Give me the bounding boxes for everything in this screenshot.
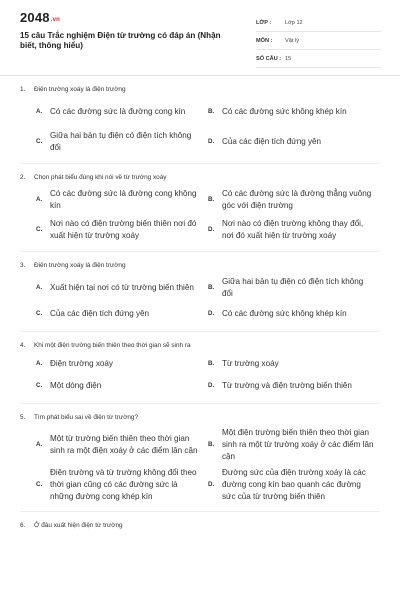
logo-number: 2048 <box>20 10 50 25</box>
meta-row-subject <box>256 32 381 50</box>
option-b[interactable] <box>208 355 380 373</box>
option-d[interactable] <box>208 305 380 323</box>
option-letter: C. <box>36 481 43 488</box>
option-text: Điện trường xoáy <box>50 359 113 368</box>
option-letter: C. <box>36 138 43 145</box>
question-title <box>20 81 380 99</box>
document-header <box>0 0 400 76</box>
option-b[interactable] <box>208 187 380 213</box>
option-letter: A. <box>36 108 43 115</box>
option-c[interactable] <box>36 129 208 155</box>
option-letter: B. <box>208 108 215 115</box>
option-text: Giữa hai bản tụ điện có điện tích không đổi <box>222 277 364 298</box>
question-text: Ở đâu xuất hiện điện từ trường <box>34 522 123 529</box>
options-grid <box>36 187 380 247</box>
meta-value: 15 <box>285 55 292 62</box>
option-d[interactable] <box>208 467 380 503</box>
option-b[interactable] <box>208 275 380 301</box>
option-a[interactable] <box>36 99 208 125</box>
option-letter: D. <box>208 138 215 145</box>
question-text: Điện trường xoáy là điện trường <box>34 262 126 269</box>
option-letter: B. <box>208 360 215 367</box>
question-number: 4. <box>20 342 26 349</box>
option-b[interactable] <box>208 99 380 125</box>
question-title <box>20 169 380 187</box>
option-text: Của các điện tích đứng yên <box>222 137 322 146</box>
option-c[interactable] <box>36 377 208 395</box>
question-text: Khi một điện trường biến thiên theo thời gian sẽ sinh ra <box>34 342 191 349</box>
question-text: Điện trường xoáy là điện trường <box>34 86 126 93</box>
option-text: Một từ trường biến thiên theo thời gian sinh ra một điện xoáy ở các điểm lân cận <box>50 434 198 455</box>
option-d[interactable] <box>208 217 380 243</box>
meta-value: Vật lý <box>285 37 299 44</box>
option-text: Nơi nào có điện trường không thay đổi, nơi đó xuất hiện từ trường xoáy <box>222 219 364 240</box>
option-letter: C. <box>36 310 43 317</box>
question-title <box>20 409 380 427</box>
option-a[interactable] <box>36 187 208 213</box>
option-letter: C. <box>36 226 43 233</box>
option-c[interactable] <box>36 217 208 243</box>
question-number: 6. <box>20 522 26 529</box>
option-d[interactable] <box>208 129 380 155</box>
options-grid <box>36 355 380 399</box>
option-c[interactable] <box>36 305 208 323</box>
question-title <box>20 257 380 275</box>
question-number: 1. <box>20 86 26 93</box>
option-text: Nơi nào có điện trường biến thiên nơi đó xuất hiện từ trường xoáy <box>50 219 197 240</box>
option-text: Có các đường sức là đường cong không kín <box>50 189 197 210</box>
option-b[interactable] <box>208 427 380 463</box>
question-item <box>20 512 380 535</box>
option-a[interactable] <box>36 355 208 373</box>
question-item <box>20 404 380 512</box>
options-grid <box>36 99 380 159</box>
option-letter: B. <box>208 196 215 203</box>
meta-label: SỐ CÂU : <box>256 55 282 62</box>
question-title <box>20 517 380 535</box>
question-item <box>20 76 380 164</box>
option-letter: C. <box>36 382 43 389</box>
document-meta <box>256 14 381 68</box>
meta-row-count <box>256 50 381 68</box>
option-letter: D. <box>208 310 215 317</box>
document-title: 15 câu Trắc nghiệm Điện từ trường có đáp án (Nhận biết, thông hiểu) <box>20 31 221 50</box>
question-item <box>20 252 380 332</box>
option-letter: D. <box>208 481 215 488</box>
option-d[interactable] <box>208 377 380 395</box>
meta-label: MÔN : <box>256 37 273 44</box>
option-letter: D. <box>208 226 215 233</box>
meta-value: Lớp 12 <box>285 19 303 26</box>
question-text: Tìm phát biểu sai về điện từ trường? <box>34 414 139 421</box>
option-text: Có các đường sức là đường thẳng vuông góc với điện trường <box>222 189 372 210</box>
question-number: 3. <box>20 262 26 269</box>
option-text: Giữa hai bản tụ điện có điện tích không đổi <box>50 131 192 152</box>
option-a[interactable] <box>36 275 208 301</box>
question-item <box>20 164 380 252</box>
option-letter: A. <box>36 360 43 367</box>
meta-label: LỚP : <box>256 19 272 26</box>
option-text: Một dòng điện <box>50 381 102 390</box>
question-number: 2. <box>20 174 26 181</box>
option-text: Một điện trường biến thiên theo thời gian sinh ra một từ trường xoáy ở các điểm lân cận <box>222 428 374 461</box>
option-letter: B. <box>208 284 215 291</box>
logo-suffix: .vn <box>50 17 61 23</box>
option-text: Đường sức của điện trường xoáy là các đường cong kín bao quanh các đường sức của từ trường biến thiên <box>222 468 366 501</box>
meta-row-class <box>256 14 381 32</box>
question-list <box>0 76 400 535</box>
option-text: Từ trường xoáy <box>222 359 279 368</box>
option-letter: A. <box>36 284 43 291</box>
option-text: Của các điện tích đứng yên <box>50 309 150 318</box>
option-text: Có các đường sức là đường cong kín <box>50 107 186 116</box>
options-grid <box>36 427 380 507</box>
option-text: Xuất hiện tại nơi có từ trường biến thiên <box>50 283 194 292</box>
question-number: 5. <box>20 414 26 421</box>
question-title <box>20 337 380 355</box>
option-text: Có các đường sức không khép kín <box>222 107 347 116</box>
option-text: Có các đường sức không khép kín <box>222 309 347 318</box>
options-grid <box>36 275 380 327</box>
option-letter: A. <box>36 196 43 203</box>
option-letter: B. <box>208 441 215 448</box>
question-text: Chọn phát biểu đúng khi nói về từ trường xoáy <box>34 174 167 181</box>
option-c[interactable] <box>36 467 208 503</box>
option-text: Từ trường và điện trường biến thiên <box>222 381 352 390</box>
option-text: Điện trường và từ trường không đổi theo thời gian cũng có các đường sức là những đường cong khép kín <box>50 468 197 501</box>
option-letter: A. <box>36 441 43 448</box>
question-item <box>20 332 380 404</box>
option-letter: D. <box>208 382 215 389</box>
option-a[interactable] <box>36 427 208 463</box>
